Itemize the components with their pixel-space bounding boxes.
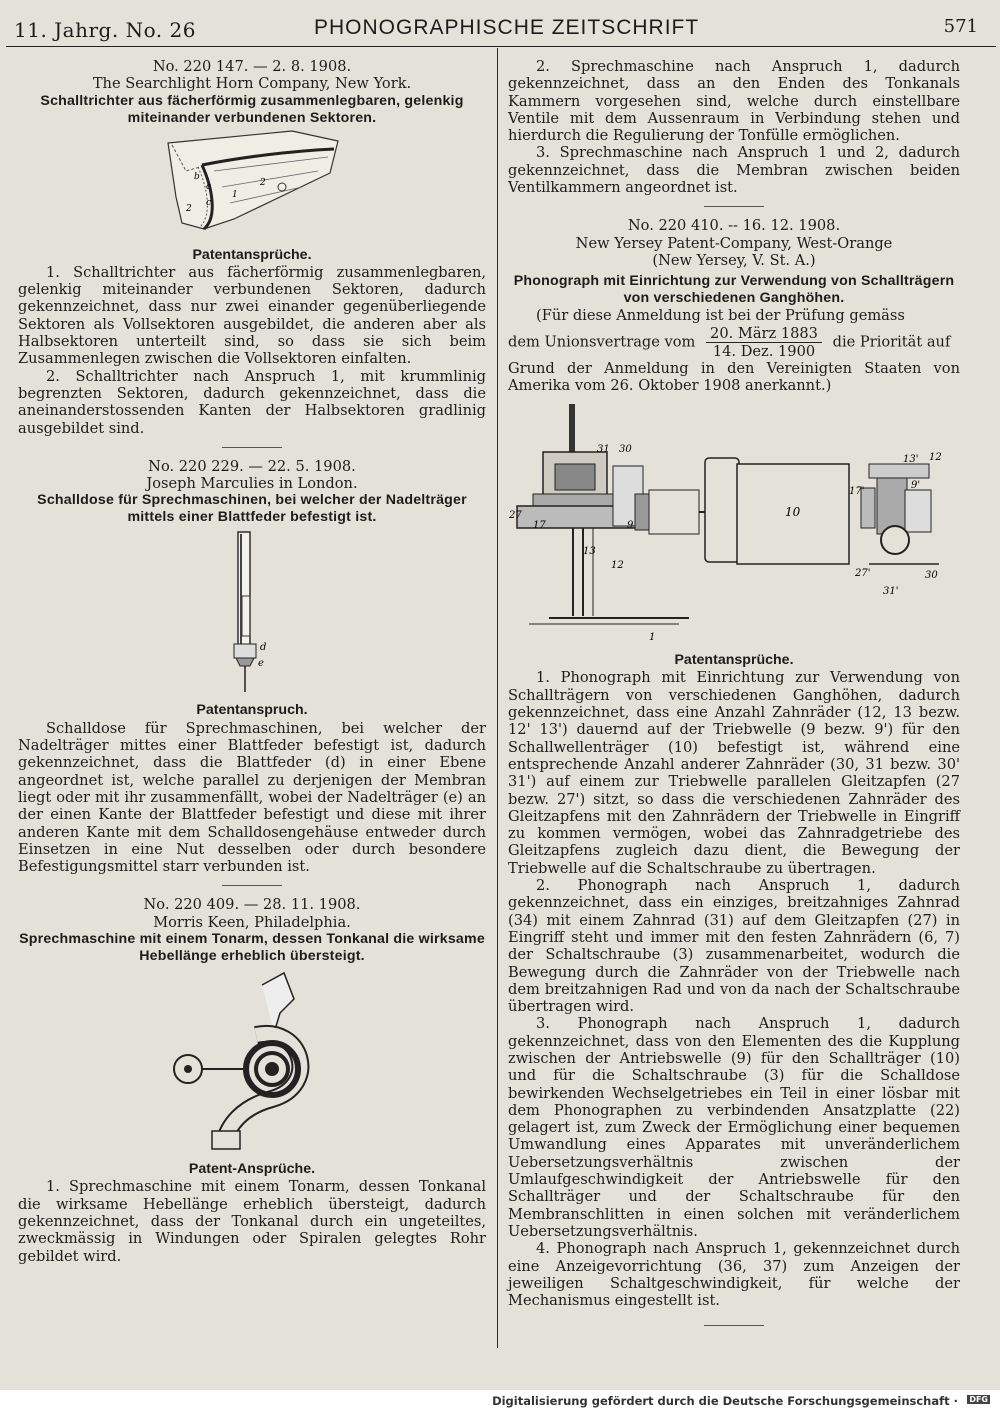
dfg-credit: Digitalisierung gefördert durch die Deutsche Forschungsgemeinschaft · xyxy=(492,1394,958,1408)
separator xyxy=(704,206,764,207)
claim: Schalldose für Sprechmaschinen, bei welcher der Nadelträger mittes einer Blattfeder befestigt ist, dadurch gekennzeichnet, dass die Blattfeder (d) in einer Ebene angeordnet ist, welche parallel zu derjenigen der Membran liegt oder mit ihr zusammenfällt, wobei der Nadelträger (e) an der einen Kante der Blattfeder befestigt und diese mit ihrer anderen Kante mit dem Schalldosengehäuse entweder durch Einsetzen in eine Nut desselben oder durch besondere Befestigungsmittel starr verbunden ist. xyxy=(18,719,486,876)
patent-number: No. 220 409. — 28. 11. 1908. xyxy=(143,896,361,914)
horn-figure xyxy=(142,127,362,239)
claim-3-cont: 3. Sprechmaschine nach Anspruch 1 und 2, dadurch gekennzeichnet, dass die Membran zwischen beiden Ventilkammern angeordnet ist. xyxy=(508,144,960,197)
patent-title: Sprechmaschine mit einem Tonarm, dessen Tonkanal die wirksame Hebellänge erheblich übersteigt. xyxy=(19,931,485,965)
patent-title: Phonograph mit Einrichtung zur Verwendung von Schallträgern von verschiedenen Ganghöhen. xyxy=(513,273,955,307)
tonearm-figure xyxy=(152,965,352,1155)
volume-info: 11. Jahrg. No. 26 xyxy=(14,18,196,42)
right-column xyxy=(508,58,960,1336)
patent-company: The Searchlight Horn Company, New York. xyxy=(92,75,412,93)
claim-2-cont: 2. Sprechmaschine nach Anspruch 1, dadurch gekennzeichnet, dass an den Enden des Tonkanals Kammern vorgesehen sind, welche durch einstellbare Ventile mit dem Aussenraum in Verbindung stehen und hierdurch die Regulierung der Tonfülle ermöglichen. xyxy=(508,58,960,145)
patent-220229 xyxy=(18,458,486,876)
fig-label: 30 xyxy=(619,444,632,456)
claims-heading: Patentansprüche. xyxy=(674,652,794,669)
soundbox-figure xyxy=(212,526,292,696)
separator xyxy=(222,447,282,448)
journal-title: PHONOGRAPHISCHE ZEITSCHRIFT xyxy=(314,16,700,39)
separator xyxy=(222,885,282,886)
claim-1: 1. Schalltrichter aus fächerförmig zusammenlegbaren, gelenkig miteinander verbundenen Sektoren, dadurch gekennzeichnet, dass nur zwei einander gegenüberliegende Sektoren als Vollsektoren ausgebildet, die anderen aber als Halbsektoren unterteilt sind, so dass sie sich beim Zusammenlegen zwischen die Vollsektoren einfalten. xyxy=(18,263,486,368)
fig-label: 9' xyxy=(911,480,921,492)
patent-title: Schalltrichter aus fächerförmig zusammenlegbaren, gelenkig miteinander verbundenen Sektoren. xyxy=(40,92,464,126)
patent-number: No. 220 229. — 22. 5. 1908. xyxy=(148,457,356,475)
fig-label: 31' xyxy=(883,586,899,598)
page-number: 571 xyxy=(943,16,978,37)
claim-2: 2. Phonograph nach Anspruch 1, dadurch gekennzeichnet, dass ein einziges, breitzahniges Zahnrad (34) mit einem Zahnrad (31) auf dem Gleitzapfen (27) in Eingriff steht und immer mit den festen Zahnrädern (6, 7) der Schaltschraube (3) zusammenarbeitet, wodurch die Bewegung durch die Zahnräder von der Triebwelle nach dem breitzahnigen Rad und von da nach der Schaltschraube übertragen wird. xyxy=(508,877,960,1016)
patent-220410 xyxy=(508,217,960,1326)
patent-220409 xyxy=(18,896,486,1264)
fig-label: 2 xyxy=(186,203,192,214)
fig-label: 1 xyxy=(649,632,656,644)
claim-2: 2. Schalltrichter nach Anspruch 1, mit krummlinig begrenzten Sektoren, dadurch gekennzeichnet, dass die aneinanderstossenden Kanten der Halbsektoren gradlinig ausgebildet sind. xyxy=(18,367,486,437)
note-post: die Priorität auf xyxy=(832,333,951,351)
claim-3: 3. Phonograph nach Anspruch 1, dadurch gekennzeichnet, dass von den Elementen des die Kupplung zwischen der Antriebswelle (9) für den Schallträger (10) und für die Schaltschraube (3) für die Schalldose bewirkenden Wechselgetriebes ein Teil in einer lösbar mit dem Phonographen zu verbindenden Ansatzplatte (22) gelagert ist, zum Zweck der Ermöglichung einer bequemen Umwandlung eines Apparates mit unveränderlichem Uebersetzungsverhältnis zwischen der Umlaufgeschwindigkeit der Antriebswelle für den Schallträger und der Schaltschraube für den Membranschlitten in einen solchen mit veränderlichem Uebersetzungsverhältnis. xyxy=(508,1015,960,1240)
fig-label: 9 xyxy=(627,520,634,532)
fig-label: 27' xyxy=(855,568,871,580)
date-fraction xyxy=(706,325,822,360)
patent-company: Joseph Marculies in London. xyxy=(146,475,358,493)
fig-label: 2 xyxy=(260,177,266,188)
fig-label: c xyxy=(206,181,212,192)
left-column xyxy=(18,58,486,1265)
fig-label: b xyxy=(194,171,200,182)
digitization-footer xyxy=(0,1390,1000,1412)
fig-label: 27 xyxy=(509,510,522,522)
fraction-numerator: 20. März 1883 xyxy=(706,325,822,343)
claims-heading: Patent-Ansprüche. xyxy=(188,1161,316,1178)
claim-1: 1. Sprechmaschine mit einem Tonarm, dessen Tonkanal die wirksame Hebellänge erheblich übersteigt, dadurch gekennzeichnet, dass der Tonkanal durch ein ungeteiltes, zweckmässig in Windungen oder Spiralen gelegtes Rohr gebildet wird. xyxy=(18,1178,486,1265)
patent-number: No. 220 147. — 2. 8. 1908. xyxy=(152,58,352,75)
separator xyxy=(704,1325,764,1326)
patent-number: No. 220 410. -- 16. 12. 1908. xyxy=(627,217,841,235)
fig-label: 10 xyxy=(785,505,801,520)
fig-label-d: d xyxy=(260,642,267,654)
priority-note-end: Grund der Anmeldung in den Vereinigten Staaten von Amerika vom 26. Oktober 1908 anerkannt.) xyxy=(508,359,960,394)
claim-4: 4. Phonograph nach Anspruch 1, gekennzeichnet durch eine Anzeigevorrichtung (36, 37) zum Anzeigen der jeweiligen Schaltgeschwindigkeit, für welche der Mechanismus eingestellt ist. xyxy=(508,1240,960,1310)
fig-label: 17 xyxy=(533,520,546,532)
priority-note-start: (Für diese Anmeldung ist bei der Prüfung gemäss xyxy=(536,307,905,325)
claims-heading: Patentansprüche. xyxy=(192,246,312,263)
fig-label: 17' xyxy=(849,486,865,498)
patent-company: New Yersey Patent-Company, West-Orange xyxy=(575,234,893,252)
patent-220147 xyxy=(18,58,486,437)
claim-1: 1. Phonograph mit Einrichtung zur Verwendung von Schallträgern von verschiedenen Ganghöhen, dadurch gekennzeichnet, dass eine Anzahl Zahnräder (12, 13 bezw. 12' 13') dauernd auf der Triebwelle (9 bezw. 9') für den Schallwellenträger (10) befestigt ist, während eine entsprechende Anzahl anderer Zahnräder (30, 31 bezw. 30' 31') auf einem zur Triebwelle parallelen Gleitzapfen (27 bezw. 27') sitzt, so dass die verschiedenen Zahnräder des Gleitzapfens mit den Zahnrädern der Triebwelle in Eingriff zu kommen vermögen, wobei das Zahnradgetriebe des Gleitzapfens zugleich dazu dient, die Bewegung der Triebwelle auf die Schaltschraube zu übertragen. xyxy=(508,669,960,877)
fraction-denominator: 14. Dez. 1900 xyxy=(712,342,816,360)
column-divider xyxy=(497,48,498,1348)
patent-title: Schalldose für Sprechmaschinen, bei welcher der Nadelträger mittels einer Blattfeder befestigt ist. xyxy=(37,492,467,526)
fig-label: 30 xyxy=(925,570,938,582)
fig-label-e: e xyxy=(258,658,264,670)
phonograph-figure xyxy=(509,404,959,644)
patent-company: Morris Keen, Philadelphia. xyxy=(153,913,351,931)
fig-label: 1 xyxy=(232,189,238,200)
priority-note-line xyxy=(508,325,960,360)
page-header xyxy=(14,8,982,40)
header-rule xyxy=(6,46,996,47)
note-pre: dem Unionsvertrage vom xyxy=(508,333,696,351)
claims-heading: Patentanspruch. xyxy=(196,702,308,719)
dfg-logo: DFG xyxy=(969,1395,988,1404)
fig-label: c xyxy=(206,197,212,208)
patent-company-location: (New Yersey, V. St. A.) xyxy=(652,251,816,269)
fig-label: 13 xyxy=(583,546,596,558)
fig-label: 12 xyxy=(929,452,942,464)
fig-label: 31 xyxy=(597,444,610,456)
fig-label: 12 xyxy=(611,560,624,572)
fig-label: 13' xyxy=(903,454,919,466)
